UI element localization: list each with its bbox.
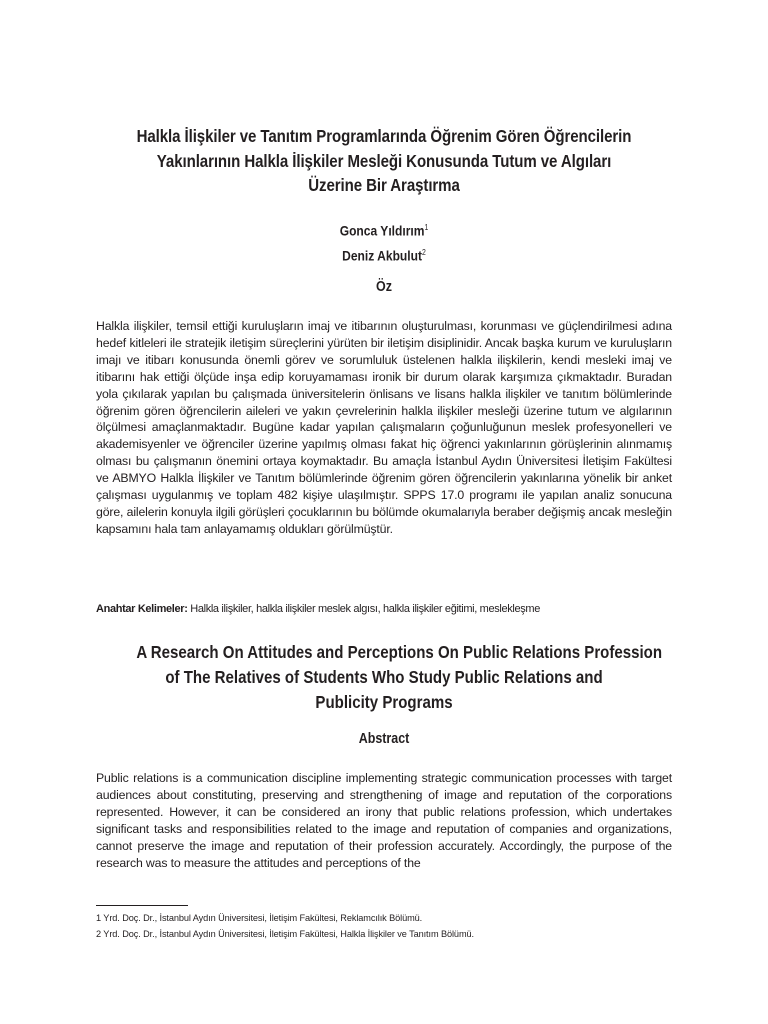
oz-heading: Öz [376, 279, 392, 295]
author-list [136, 217, 631, 266]
english-title-line: Publicity Programs [315, 692, 453, 712]
oz-paragraph: Halkla ilişkiler, temsil ettiği kuruluşların imaj ve itibarının oluşturulması, korunması ve güçlendirilmesi adına hedef kitleleri ile stratejik iletişim süreçlerini yürüten bir iletişim disiplinidir. Ancak başka kurum ve kuruluşların imajı ve itibarı konusunda önemli görev ve sorumluluk üstelenen halkla ilişkilerin, kendi mesleki imaj ve itibarını hak ettiği ölçüde inşa edip koruyamaması ironik bir durum olarak karşımıza çıkmaktadır. Buradan yola çıkılarak yapılan bu çalışmada üniversitelerin önlisans ve lisans halkla ilişkiler ve tanıtım bölümlerinde öğrenim gören öğrencilerin aileleri ve yakın çevrelerinin halkla ilişkiler mesleği üzerine tutum ve algılarının ölçülmesi amaçlanmaktadır. Bugüne kadar yapılan çalışmaların çoğunluğunun meslek profesyonelleri ve akademisyenler ve öğrenciler üzerine yapılmış olması fakat hiç öğrenci yakınlarının görüşlerinin alınmamış olması bu çalışmanın önemini ortaya koymaktadır. Bu amaçla İstanbul Aydın Üniversitesi İletişim Fakültesi ve ABMYO Halkla İlişkiler ve Tanıtım bölümlerinde öğrenim gören öğrencilerin yakınlarına yönelik bir anket çalışması uygulanmış ve toplam 482 kişiye ulaşılmıştır. SPPS 17.0 programı ile yapılan analiz sonucuna göre, ailelerin konuyla ilgili görüşleri çocuklarının bu bölümde okumalarıyla beraber değişmiş ancak mesleğin kapsamını hala tam anlayamamış oldukları görülmüştür. [96, 319, 672, 536]
turkish-title-line: Üzerine Bir Araştırma [308, 175, 460, 195]
footnote: 2 Yrd. Doç. Dr., İstanbul Aydın Üniversitesi, İletişim Fakültesi, Halkla İlişkiler ve Tanıtım Bölümü. [96, 929, 474, 939]
abstract-paragraph: Public relations is a communication discipline implementing strategic communication processes with target audiences about constituting, preserving and strengthening of image and reputation of the corporations represented. However, it can be considered an irony that public relations profession, which undertakes significant tasks and responsibilities related to the image and reputation of companies and organizations, cannot preserve the image and reputation of their profession accurately. Accordingly, the purpose of the research was to measure the attitudes and perceptions of the [96, 771, 672, 870]
turkish-title [136, 124, 631, 198]
turkish-title-line: Halkla İlişkiler ve Tanıtım Programlarında Öğrenim Gören Öğrencilerin [136, 126, 632, 146]
footnotes [96, 910, 672, 942]
author-name: Gonca Yıldırım [339, 222, 425, 239]
keywords-label: Anahtar Kelimeler: [96, 603, 188, 615]
keywords-line [96, 601, 672, 617]
paper-page [96, 0, 672, 1024]
author-name: Deniz Akbulut [342, 247, 422, 264]
author-footnote-marker: 2 [421, 247, 426, 257]
turkish-title-line: Yakınlarının Halkla İlişkiler Mesleği Konusunda Tutum ve Algıları [156, 150, 612, 171]
abstract-heading: Abstract [358, 731, 410, 747]
footnote: 1 Yrd. Doç. Dr., İstanbul Aydın Üniversitesi, İletişim Fakültesi, Reklamcılık Bölümü. [96, 913, 423, 923]
english-title [136, 640, 663, 715]
footnote-divider [96, 905, 188, 906]
english-title-line: of The Relatives of Students Who Study Public Relations and [165, 667, 603, 687]
author-footnote-marker: 1 [424, 223, 429, 232]
author [136, 242, 631, 267]
keywords-text: Halkla ilişkiler, halkla ilişkiler meslek algısı, halkla ilişkiler eğitimi, meslekleşme [190, 603, 541, 615]
author [136, 217, 631, 242]
english-title-line: A Research On Attitudes and Perceptions On Public Relations Profession [136, 642, 663, 662]
